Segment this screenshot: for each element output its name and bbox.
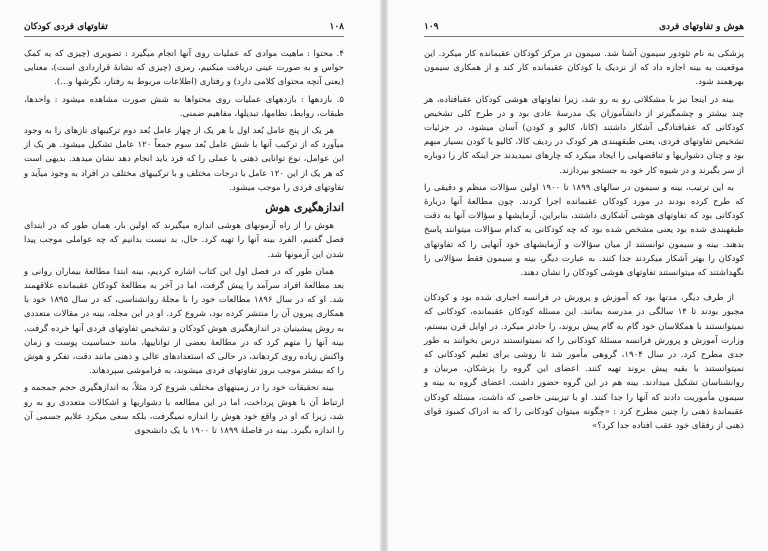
- right-running-header: [424, 20, 744, 37]
- paragraph: همان طور که در فصل اول این کتاب اشاره کردیم، بینه ابتدا مطالعهٔ بیماران روانی و بعد مطالعهٔ افراد سرآمد را پیش گرفت، اما در آخر به مطالعهٔ کودکان عقبمانده علاقهمند شد. او که در سال ۱۸۹۶ مطالعات خود را با مجلهٔ روانشناسی، که در سال ۱۸۹۵ خود با همکاری پیرون آن را منتشر کرده بود، شروع کرد. او در این مجله، بینه در مقالات متعددی به روش پیشینیان در اندازهگیری هوش کودکان و تشخیص تفاوتهای فردی آنها خرده گرفت. بینه آنها را متهم کرد که در مطالعهٔ بعضی از تواناییها، مانند حساسیت پوست و زمان واکنش زیاده روی کردهاند، در حالی که استعدادهای عالی و ذهنی مانند دقت، تفکر و هوش را که بیشتر موجب بروز تفاوتهای فردی میشوند، به فراموشی سپردهاند.: [24, 266, 345, 377]
- paragraph: هر یک از پنج عامل بُعد اول با هر یک از چهار عامل بُعد دوم ترکیبهای تازهای را به وجود میآورد که از ترکیب آنها با شش عامل بُعد سوم جمعاً ۱۲۰ عامل تشکیل میشود. هر یک از این عوامل، نوع توانایی ذهنی یا عملی را که فرد باید انجام دهد نشان میدهد. بدیهی است که هر یک از این ۱۲۰ عامل با درجات مختلف و با ترکیبهای مختلف در افراد به وجود میآید و تفاوتهای فردی را موجب میشود.: [24, 126, 345, 193]
- right-body-text: [424, 47, 744, 433]
- section-heading: اندازهگیری هوش: [265, 201, 344, 215]
- book-gutter: [380, 0, 388, 551]
- right-page-number: ۱۰۹: [424, 22, 439, 32]
- paragraph: پزشکی به نام تئودور سیمون آشنا شد. سیمون در مرکز کودکان عقبمانده کار میکرد. این موقعیت به بینه اجازه داد که از نزدیک با کودکان عقبمانده کار کند و از همکاری سیمون بهرهمند شود.: [424, 49, 744, 88]
- left-running-title: تفاوتهای فردی کودکان: [24, 22, 108, 32]
- left-page-number: ۱۰۸: [329, 22, 344, 32]
- right-running-title: هوش و تفاوتهای فردی: [658, 22, 744, 32]
- paragraph: هوش را از راه آزمونهای هوشی اندازه میگیرند که اولین بار، همان طور که در ابتدای فصل گفتیم، الفرد بینه آنها را تهیه کرد. حال، بد نیست بدانیم که چه عواملی موجب پیدا شدن این آزمونها شد.: [24, 221, 344, 260]
- paragraph: بینه تحقیقات خود را در زمینههای مختلف شروع کرد مثلاً، به اندازهگیری حجم جمجمه و ارتباط آن با هوش پرداخت، اما در این مطالعه با دشواریها و اشکالات متعددی رو به رو شد، زیرا که او در واقع خود هوش را اندازه نمیگرفت، بلکه سعی میکرد علایم جسمی آن را اندازه بگیرد. بینه در فاصلهٔ ۱۸۹۹ تا ۱۹۰۰ با یک دانشجوی: [24, 383, 344, 437]
- paragraph: به این ترتیب، بینه و سیمون در سالهای ۱۸۹۹ تا ۱۹۰۰ اولین سؤالات منظم و دقیقی را که طرح کرده بودند در مورد کودکان عقبمانده اجرا کردند. چون مطالعهٔ آنها دربارهٔ کودکانی بود که تفاوتهای هوشی آشکاری داشتند، بنابراین، آزمایشها و سؤالات آنها به دقت طبقهبندی شده بود یعنی مشخص شده بود که چه کودکانی به کدام سؤالات میتوانند پاسخ بدهند. بینه و سیمون توانستند از میان سؤالات و آزمایشهای خود آنهایی را که تفاوتهای کودکان را بهتر آشکار میکردند جدا کنند. به عبارت دیگر، بینه و سیمون فقط سؤالاتی را نگهداشتند که میتوانستند تفاوتهای هوشی کودکان را نشان دهند.: [424, 182, 744, 279]
- paragraph: از طرف دیگر، مدتها بود که آموزش و پرورش در فرانسه اجباری شده بود و کودکان مجبور بودند تا ۱۴ سالگی در مدرسه بمانند. این مسئله کودکان عقبمانده، کودکانی که نمیتوانستند با همکلاسان خود گام به گام پیش بروند، را حادتر میکرد. در اوایل قرن بیستم، وزارت آموزش و پرورش فرانسه مسئلهٔ کودکانی را که نمیتوانستند درس بخوانند به طور جدی مطرح کرد. در سال ۱۹۰۴، گروهی مأمور شد تا روشی برای تعلیم کودکانی که نمیتوانستند با بقیه پیش بروند تهیه کنند. اعضای این گروه را پزشکان، مربیان و روانشناسان تشکیل میدادند. بینه هم در این گروه حضور داشت. اعضای گروه به بینه و سیمون مأموریت دادند که آنها را جدا کنند. او با تیزبینی خاصی که داشت، مسئله کودکان عقبماندهٔ ذهنی را چنین مطرح کرد : «چگونه میتوان کودکانی را که به ادراک کمبود قوای ذهنی از رفقای خود عقب افتاده جدا کرد؟»: [424, 293, 744, 432]
- left-body-text: [24, 47, 344, 438]
- paragraph: ۴. محتوا : ماهیت موادی که عملیات روی آنها انجام میگیرد : تصویری (چیزی که به کمک حواس و به صورت عینی دریافت میکنیم، رمزی (چیزی که نشانهٔ قراردادی است)، معنایی (یعنی آنچه محتوای کلامی دارد) و رفتاری (اطلاعات مربوط به رفتار، نگرشها و...).: [24, 49, 344, 88]
- left-page: [0, 0, 380, 551]
- paragraph: ۵. بازدهها : بازدههای عملیات روی محتواها به شش صورت مشاهده میشود : واحدها، طبقات، روابط، نظامها، تبدیلها، مفاهیم ضمنی.: [24, 94, 344, 119]
- left-running-header: [24, 20, 344, 37]
- right-page: [388, 0, 768, 551]
- paragraph: بینه در اینجا نیز با مشکلاتی رو به رو شد، زیرا تفاوتهای هوشی کودکان عقبافتاده، هر چند بیشتر و چشمگیرتر از دانشآموزان یک مدرسهٔ عادی بود و در طرح کلی تشخیص کودکانی که عقبافتادگی آشکار داشتند (کانا، کالیو و کودن) آسان میشود، در جزئیات تشخیص تفاوتهای فردی، یعنی طبقهبندی هر کودک در ردیف کالا، کالیو یا کودن بسیار مبهم بود و چنان دشواریها و تناقضهایی را ایجاد میکرد که چارهای نمیدیدند جز اینکه کار را دوباره از سر بگیرند و در شیوه کار خود به جستجو بپردازند.: [424, 94, 744, 176]
